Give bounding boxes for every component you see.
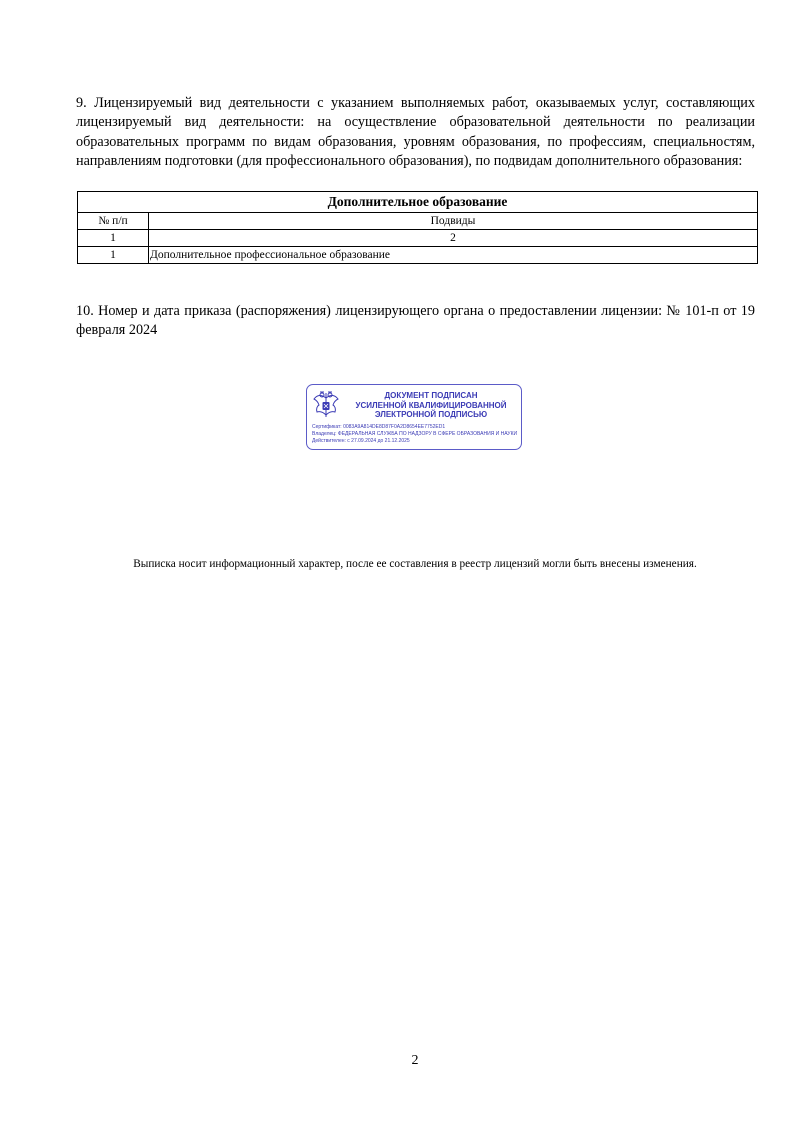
table-title: Дополнительное образование xyxy=(78,192,758,213)
section-10-text: 10. Номер и дата приказа (распоряжения) лицензирующего органа о предоставлении лицензии: № 101-п от 19 февраля 2024 xyxy=(76,303,755,339)
page-number: 2 xyxy=(411,1053,419,1068)
stamp-certificate: Сертификат: 0083A9A814DE8D87F0A2D8654EE7752ED1 xyxy=(312,424,446,430)
table-title-row xyxy=(78,192,758,213)
footer-note: Выписка носит информационный характер, после ее составления в реестр лицензий могли быть внесены изменения. xyxy=(133,558,697,570)
coat-of-arms-icon xyxy=(312,390,340,420)
stamp-heading-line-2: УСИЛЕННОЙ КВАЛИФИЦИРОВАННОЙ xyxy=(355,400,507,410)
header-subtypes: Подвиды xyxy=(149,213,758,230)
row-subtype-name: Дополнительное профессиональное образование xyxy=(149,247,758,264)
stamp-validity: Действителен: с 27.09.2024 до 21.12.2025 xyxy=(312,438,410,444)
stamp-heading xyxy=(343,391,519,420)
header-number: № п/п xyxy=(78,213,149,230)
stamp-heading-line-3: ЭЛЕКТРОННОЙ ПОДПИСЬЮ xyxy=(374,410,488,419)
row-number: 1 xyxy=(78,247,149,264)
digital-signature-stamp xyxy=(306,384,522,450)
license-table xyxy=(77,191,758,264)
stamp-heading-line-1: ДОКУМЕНТ ПОДПИСАН xyxy=(384,391,478,400)
stamp-owner: Владелец: ФЕДЕРАЛЬНАЯ СЛУЖБА ПО НАДЗОРУ В СФЕРЕ ОБРАЗОВАНИЯ И НАУКИ xyxy=(312,431,518,437)
table-header-row xyxy=(78,213,758,230)
column-number-1: 1 xyxy=(78,230,149,247)
table-column-numbers-row xyxy=(78,230,758,247)
column-number-2: 2 xyxy=(149,230,758,247)
table-row xyxy=(78,247,758,264)
section-9-text: 9. Лицензируемый вид деятельности с указанием выполняемых работ, оказываемых услуг, составляющих лицензируемый вид деятельности: на осуществление образовательной деятельности по реализации образовательных программ по видам образования, уровням образования, по профессиям, специальностям, направлениям подготовки (для профессионального образования), по подвидам дополнительного образования: xyxy=(76,95,755,169)
